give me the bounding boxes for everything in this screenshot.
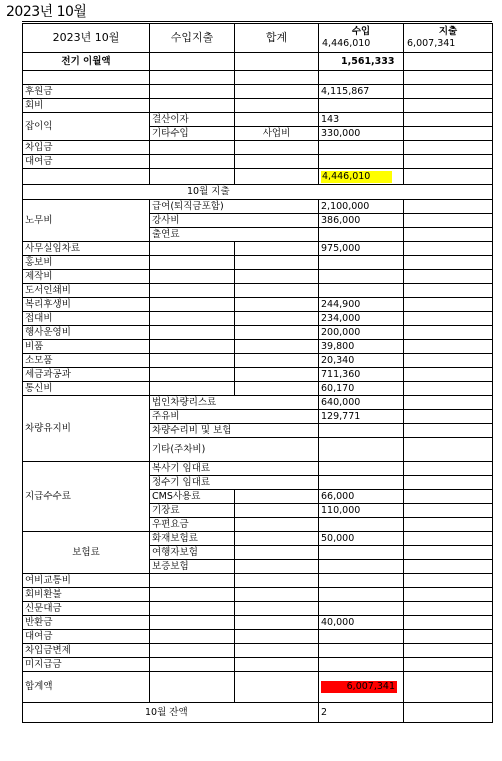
carry-over-value: 1,561,333 — [319, 53, 404, 71]
sub-label: 화재보험료 — [150, 532, 235, 546]
expense-row — [23, 340, 493, 354]
row-value: 711,360 — [319, 368, 404, 382]
row-label: 잡이익 — [23, 113, 150, 141]
expense-row — [23, 312, 493, 326]
header-total-label: 합계 — [235, 24, 319, 53]
row-value: 129,771 — [319, 410, 404, 424]
expense-row — [23, 256, 493, 270]
sub-label: 기타(주차비) — [150, 438, 319, 462]
row-label: 세금과공과 — [23, 368, 150, 382]
header-income-cell — [319, 24, 404, 53]
sub-label: 기장료 — [150, 504, 235, 518]
carry-over-row — [23, 53, 493, 71]
expense-row — [23, 200, 493, 214]
income-row — [23, 85, 493, 99]
header-expense-cell — [404, 24, 493, 53]
balance-row — [23, 703, 493, 723]
row-label: 접대비 — [23, 312, 150, 326]
balance-value: 2 — [319, 703, 404, 723]
row-label: 신문대금 — [23, 602, 150, 616]
row-value: 386,000 — [319, 214, 404, 228]
sub-label: 법인차량리스료 — [150, 396, 319, 410]
row-label: 회비환불 — [23, 588, 150, 602]
income-row — [23, 155, 493, 169]
row-label: 노무비 — [23, 200, 150, 242]
header-row — [23, 24, 493, 53]
income-row — [23, 141, 493, 155]
expense-title-row — [23, 185, 493, 200]
expense-row — [23, 242, 493, 256]
expense-row — [23, 630, 493, 644]
row-label: 대여금 — [23, 155, 150, 169]
row-value: 143 — [319, 113, 404, 127]
ledger-table — [22, 23, 493, 723]
balance-label: 10월 잔액 — [23, 703, 319, 723]
row-value: 50,000 — [319, 532, 404, 546]
total-label: 합계액 — [23, 672, 150, 703]
row-label: 여비교통비 — [23, 574, 150, 588]
expense-row — [23, 602, 493, 616]
row-label: 제작비 — [23, 270, 150, 284]
expense-row — [23, 284, 493, 298]
page-title: 2023년 10월 — [6, 4, 87, 20]
sub-label: 강사비 — [150, 214, 319, 228]
row-label: 행사운영비 — [23, 326, 150, 340]
row-value: 20,340 — [319, 354, 404, 368]
expense-row — [23, 588, 493, 602]
row-label: 후원금 — [23, 85, 150, 99]
row-value: 330,000 — [319, 127, 404, 141]
row-label: 복리후생비 — [23, 298, 150, 312]
row-value: 975,000 — [319, 242, 404, 256]
header-title: 수입지출 — [150, 24, 235, 53]
sub-label: 차량수리비 및 보험 — [150, 424, 319, 438]
expense-label: 지출 — [438, 26, 458, 37]
expense-row — [23, 270, 493, 284]
sub-label: 출연료 — [150, 228, 319, 242]
expense-row — [23, 574, 493, 588]
sub-label: 보증보험 — [150, 560, 235, 574]
expense-row — [23, 326, 493, 340]
sub-label: 우편요금 — [150, 518, 235, 532]
expense-total: 6,007,341 — [407, 38, 456, 49]
income-label: 수입 — [351, 26, 371, 37]
expense-row — [23, 616, 493, 630]
row-value: 39,800 — [319, 340, 404, 354]
row-label: 보험료 — [23, 532, 150, 574]
row-value: 4,115,867 — [319, 85, 404, 99]
row-value: 640,000 — [319, 396, 404, 410]
row-label: 회비 — [23, 99, 150, 113]
expense-row — [23, 462, 493, 476]
row-label: 차입금 — [23, 141, 150, 155]
expense-row — [23, 396, 493, 410]
expense-row — [23, 382, 493, 396]
income-subtotal: 4,446,010 — [321, 171, 392, 183]
row-value: 200,000 — [319, 326, 404, 340]
expense-row — [23, 658, 493, 672]
income-row — [23, 113, 493, 127]
sub-label: 사업비 — [235, 127, 319, 141]
row-label: 미지급금 — [23, 658, 150, 672]
spacer-row — [23, 71, 493, 85]
row-label: 반환금 — [23, 616, 150, 630]
income-total: 4,446,010 — [322, 38, 371, 49]
expense-row — [23, 298, 493, 312]
expense-title: 10월 지출 — [23, 185, 493, 200]
income-row — [23, 99, 493, 113]
row-value: 110,000 — [319, 504, 404, 518]
row-label: 지급수수료 — [23, 462, 150, 532]
row-label: 차입금변제 — [23, 644, 150, 658]
row-value: 2,100,000 — [319, 200, 404, 214]
row-label: 대여금 — [23, 630, 150, 644]
header-period: 2023년 10월 — [23, 24, 150, 53]
row-label: 홍보비 — [23, 256, 150, 270]
sub-label: 급여(퇴직금포함) — [150, 200, 319, 214]
row-label: 도서인쇄비 — [23, 284, 150, 298]
row-value: 234,000 — [319, 312, 404, 326]
row-label: 사무실임차료 — [23, 242, 150, 256]
sub-label: CMS사용료 — [150, 490, 235, 504]
sub-label: 기타수입 — [150, 127, 235, 141]
row-value: 60,170 — [319, 382, 404, 396]
row-label: 비품 — [23, 340, 150, 354]
sub-label: 여행자보험 — [150, 546, 235, 560]
row-value: 40,000 — [319, 616, 404, 630]
expense-row — [23, 644, 493, 658]
sub-label: 주유비 — [150, 410, 319, 424]
expense-row — [23, 354, 493, 368]
top-rule — [22, 21, 492, 22]
income-subtotal-row — [23, 169, 493, 185]
row-label: 차량유지비 — [23, 396, 150, 462]
row-value: 66,000 — [319, 490, 404, 504]
sub-label: 복사기 임대료 — [150, 462, 319, 476]
expense-row — [23, 368, 493, 382]
carry-over-label: 전기 이월액 — [23, 53, 150, 71]
expense-row — [23, 532, 493, 546]
row-label: 통신비 — [23, 382, 150, 396]
sub-label: 정수기 임대료 — [150, 476, 319, 490]
total-value: 6,007,341 — [321, 681, 397, 693]
total-row — [23, 672, 493, 703]
sub-label: 결산이자 — [150, 113, 235, 127]
row-value: 244,900 — [319, 298, 404, 312]
row-label: 소모품 — [23, 354, 150, 368]
